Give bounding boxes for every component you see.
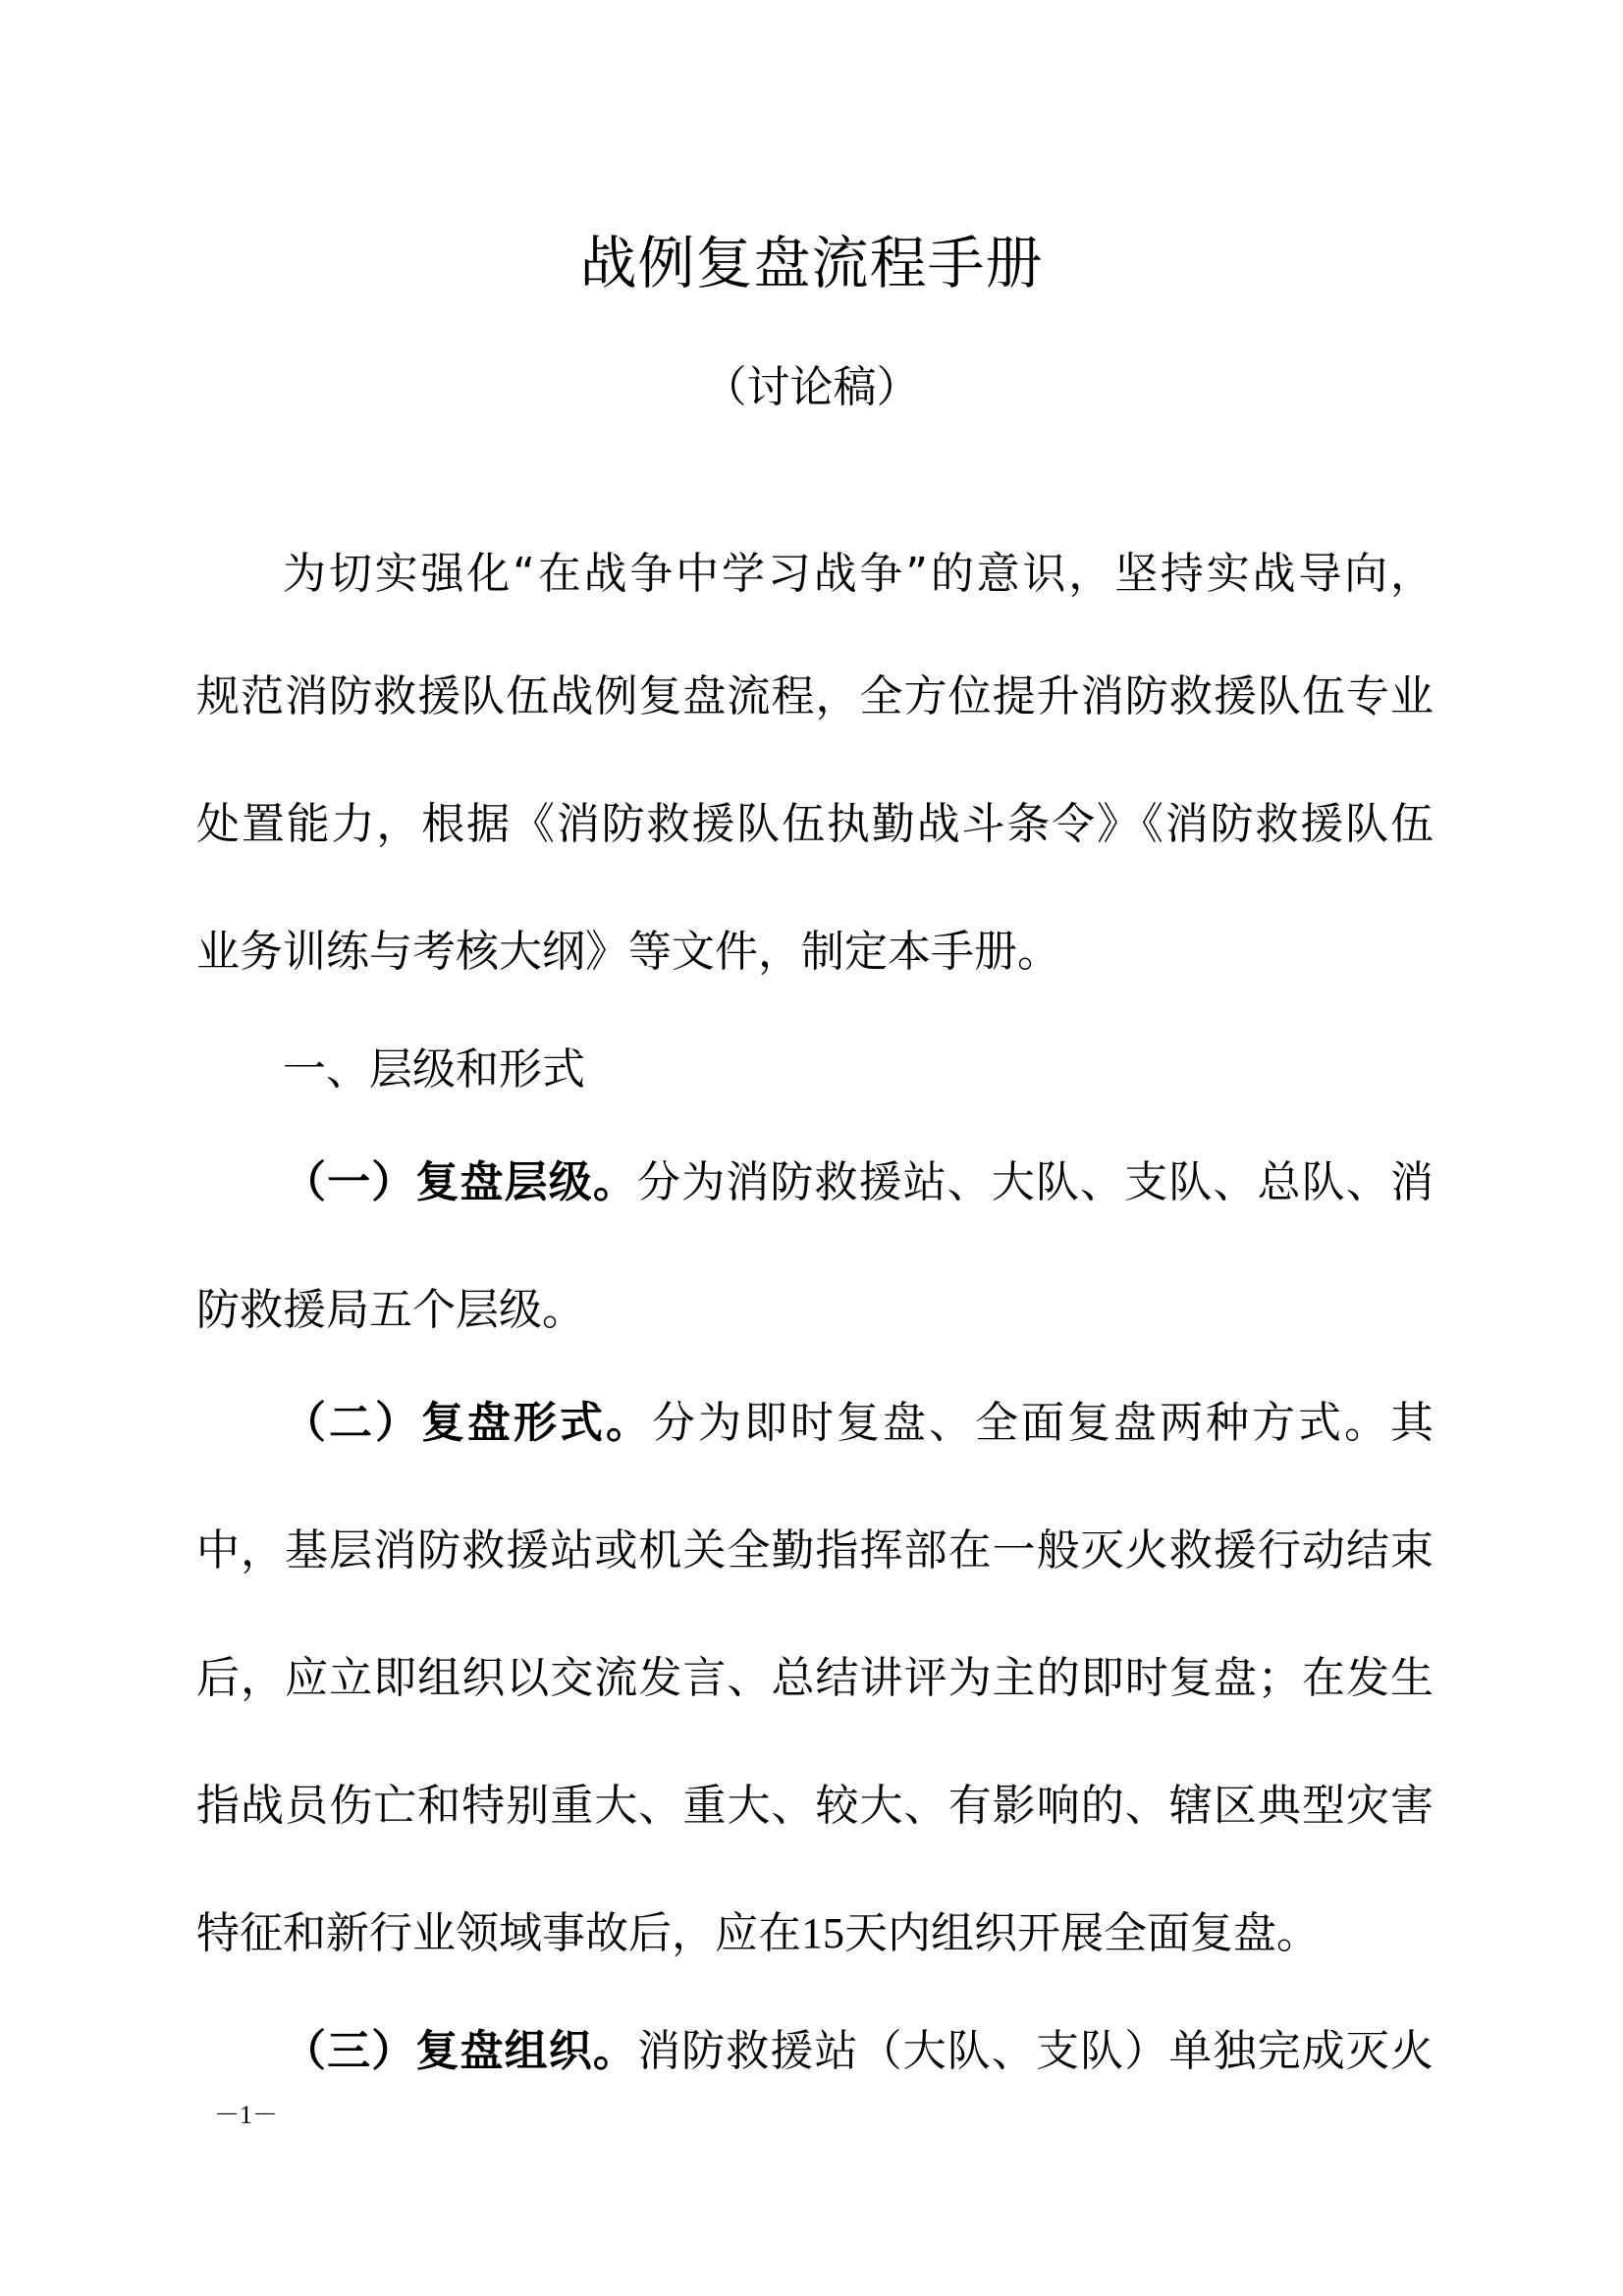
item-2-line-2: 中，基层消防救援站或机关全勤指挥部在一般灭火救援行动结束 (196, 1525, 1434, 1575)
intro-line-4: 业务训练与考核大纲》等文件，制定本手册。 (196, 927, 1060, 977)
document-title: 战例复盘流程手册 (579, 230, 1044, 296)
item-2-line-3: 后，应立即组织以交流发言、总结讲评为主的即时复盘；在发生 (196, 1653, 1434, 1703)
document-subtitle: （讨论稿） (703, 362, 920, 412)
intro-line-2: 规范消防救援队伍战例复盘流程，全方位提升消防救援队伍专业 (196, 671, 1434, 721)
intro-line-1: 为切实强化“在战争中学习战争”的意识，坚持实战导向， (283, 549, 1434, 599)
item-2-text: 分为即时复盘、全面复盘两种方式。其 (652, 1398, 1434, 1448)
section-heading-1: 一、层级和形式 (283, 1044, 585, 1095)
item-3-label: （三）复盘组织。 (283, 2026, 637, 2076)
item-2-days-number: 15 (801, 1909, 844, 1957)
item-1-line-2: 防救援局五个层级。 (196, 1285, 585, 1335)
page-number: －1－ (214, 2101, 279, 2129)
item-2-label: （二）复盘形式。 (283, 1398, 652, 1448)
item-2-line-1 (283, 1394, 1434, 1453)
item-2-line-5 (196, 1904, 1434, 1963)
item-1-text: 分为消防救援站、大队、支队、总队、消 (636, 1157, 1434, 1207)
item-2-line-5-post: 天内组织开展全面复盘。 (844, 1908, 1320, 1958)
intro-line-3: 处置能力，根据《消防救援队伍执勤战斗条令》《消防救援队伍 (196, 799, 1434, 849)
item-3-line-1 (283, 2022, 1434, 2081)
item-2-line-5-pre: 特征和新行业领域事故后，应在 (196, 1908, 801, 1958)
item-1-line-1 (283, 1153, 1434, 1212)
item-3-text: 消防救援站（大队、支队）单独完成灭火 (636, 2026, 1434, 2076)
item-1-label: （一）复盘层级。 (283, 1157, 637, 1207)
item-2-line-4: 指战员伤亡和特别重大、重大、较大、有影响的、辖区典型灾害 (196, 1781, 1434, 1831)
